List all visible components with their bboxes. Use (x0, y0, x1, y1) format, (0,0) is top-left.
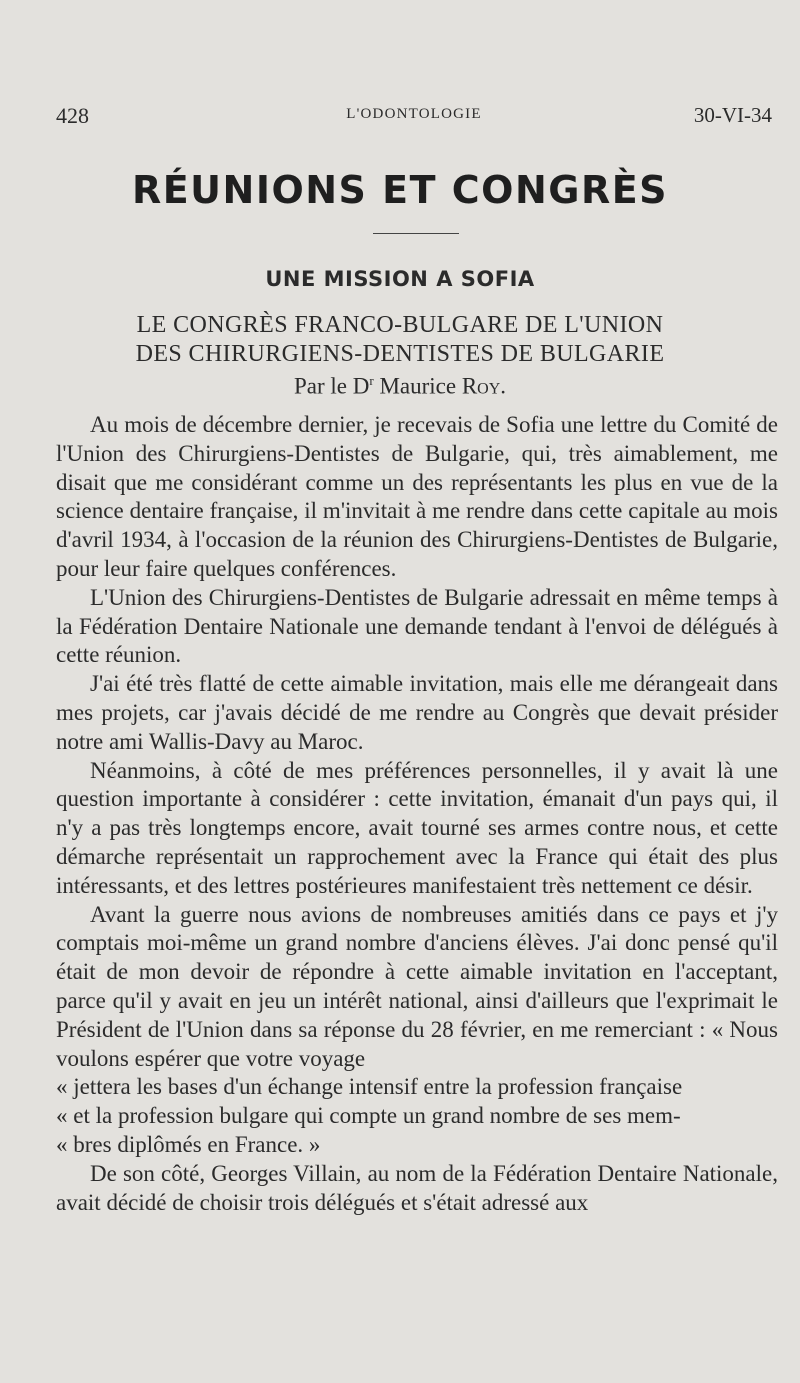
article-subtitle-line-2: DES CHIRURGIENS-DENTISTES DE BULGARIE (135, 341, 665, 367)
quote-line-2: « et la profession bulgare qui compte un grand nombre de ses mem- (56, 1103, 681, 1129)
page-number: 428 (56, 103, 89, 128)
journal-name: L'ODONTOLOGIE (346, 106, 482, 122)
issue-date: 30-VI-34 (693, 103, 772, 127)
byline-first-name: Maurice (373, 373, 462, 399)
paragraph-4: Néanmoins, à côté de mes préférences personnelles, il y avait là une question importante à considérer : cette invitation, émanait d'un pays qui, il n'y a pas très longtemps encore, avait tourné ses armes contre nous, et cette démarche représentait un rapprochement avec la France qui était des plus intéressants, et des lettres postérieures manifestaient très nettement ce désir. (56, 757, 778, 898)
quote-line-3: « bres diplômés en France. » (56, 1131, 321, 1157)
section-title: RÉUNIONS ET CONGRÈS (131, 168, 669, 212)
byline-last-name: Roy. (461, 373, 507, 399)
byline-prefix: Par le D (293, 373, 370, 399)
running-head (56, 103, 772, 129)
paragraph-6: De son côté, Georges Villain, au nom de la Fédération Dentaire Nationale, avait décidé de choisir trois délégués et s'était adressé aux (56, 1160, 778, 1215)
article-subtitle-line-1: LE CONGRÈS FRANCO-BULGARE DE L'UNION (136, 312, 664, 338)
title-rule (373, 233, 459, 234)
paragraph-5-text: Avant la guerre nous avions de nombreuses amitiés dans ce pays et j'y comptais moi-même un grand nombre d'anciens élèves. J'ai donc pensé qu'il était de mon devoir de répondre à cette aimable invitation en l'acceptant, parce qu'il y avait en jeu un intérêt national, ainsi d'ailleurs que l'exprimait le Président de l'Union dans sa réponse du 28 février, en me remerciant : « Nous voulons espérer que votre voyage (56, 901, 778, 1071)
paragraph-2: L'Union des Chirurgiens-Dentistes de Bulgarie adressait en même temps à la Fédération Dentaire Nationale une demande tendant à l'envoi de délégués à cette réunion. (56, 584, 778, 668)
paragraph-3: J'ai été très flatté de cette aimable invitation, mais elle me dérangeait dans mes projets, car j'avais décidé de me rendre au Congrès que devait présider notre ami Wallis-Davy au Maroc. (56, 671, 778, 754)
byline-title-sup: r (369, 373, 374, 388)
paragraph-1: Au mois de décembre dernier, je recevais de Sofia une lettre du Comité de l'Union des Chirurgiens-Dentistes de Bulgarie, qui, très aimablement, me disait que me considérant comme un des représentants les plus en vue de la science dentaire française, il m'invitait à me rendre dans cette capitale au mois d'avril 1934, à l'occasion de la réunion des Chirurgiens-Dentistes de Bulgarie, pour leur faire quelques conférences. (56, 412, 778, 581)
article-body (56, 411, 778, 1217)
byline (0, 373, 800, 400)
quote-line-1: « jettera les bases d'un échange intensif entre la profession française (56, 1074, 683, 1100)
article-title: UNE MISSION A SOFIA (265, 267, 535, 291)
paragraph-5 (56, 901, 778, 1160)
